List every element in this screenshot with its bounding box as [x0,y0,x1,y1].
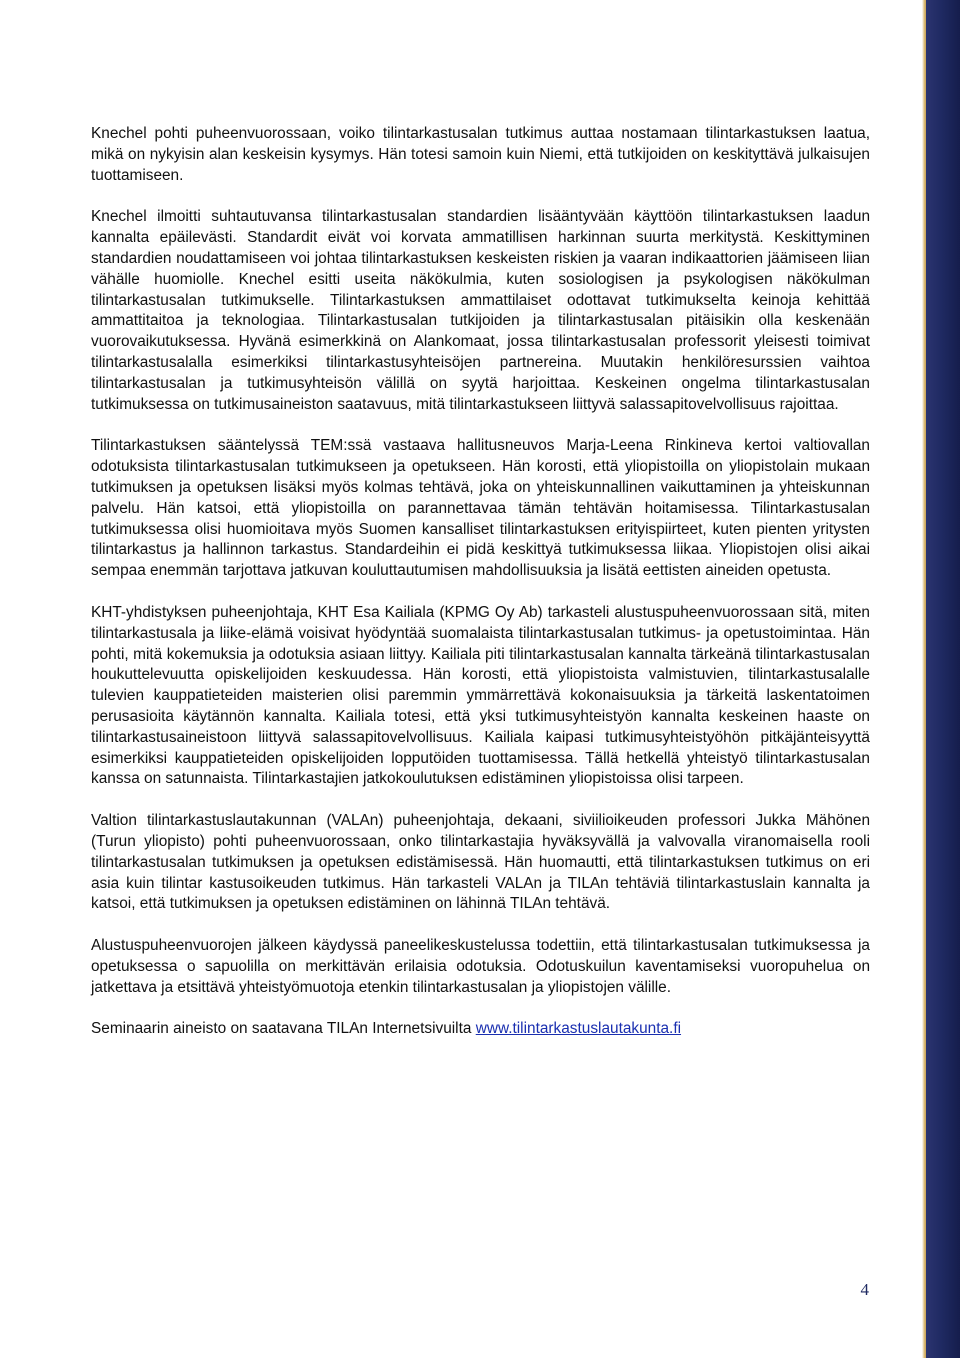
paragraph: Knechel ilmoitti suhtautuvansa tilintarkastusalan standardien lisääntyvään käyttöön tilintarkastuksen laadun kannalta epäilevästi. Standardit eivät voi korvata ammatillisen harkinnan suurta merkitystä. Keskittyminen standardien noudattamiseen voi johtaa tilintarkastuksen keskeisten riskien ja vaaran indikaattorien jäämiseen liian vähälle huomiolle. Knechel esitti useita näkökulmia, kuten sosiologisen ja psykologisen näkökulman tilintarkastusalan tutkimukselle. Tilintarkastuksen ammattilaiset odottavat tutkimukselta keinoja kehittää ammattitaitoa ja teknologiaa. Tilintarkastusalan tutkijoiden ja tilintarkastusalan pitäisikin olla keskenään vuorovaikutuksessa. Hyvänä esimerkkinä on Alankomaat, jossa tilintarkastusalan professorit yleisesti toimivat tilintarkastusalalla esimerkiksi tilintarkastusyhteisöjen partnereina. Muutakin henkilöresurssien vaihtoa tilintarkastusalan ja tutkimusyhteisön välillä on syytä harjoittaa. Keskeinen ongelma tilintarkastusalan tutkimuksessa on tutkimusaineiston saatavuus, mitä tilintarkastukseen liittyvä salassapitovelvollisuus rajoittaa. [91,208,870,413]
closing-text: Seminaarin aineisto on saatavana TILAn Internetsivuilta [91,1020,476,1038]
paragraph: KHT-yhdistyksen puheenjohtaja, KHT Esa Kailiala (KPMG Oy Ab) tarkasteli alustuspuheenvuorossaan sitä, miten tilintarkastusala ja liike-elämä voisivat hyödyntää suomalaista tilintarkastusalan tutkimus- ja opetustoimintaa. Hän pohti, mitä kokemuksia ja odotuksia asiaan liittyy. Kailiala piti tilintarkastusalan kannalta tärkeänä tilintarkastusalan houkuttelevuutta opiskelijoiden keskuudessa. Hän korosti, että yliopistoista valmistuvien, tilintarkastusalalle tulevien kauppatieteiden maisterien olisi paremmin ymmärrettävä kokonaisuuksia ja tärkeitä laskentatoimen perusasioita käytännön kannalta. Kailiala totesi, että yksi tutkimusyhteistyön kannalta keskeinen haaste on tilintarkastusaineistoon liittyvä salassapitovelvollisuus. Kailiala kaipasi tutkimusyhteistyöhön pitkäjänteisyyttä esimerkiksi kauppatieteiden opiskelijoiden lopputöiden tuottamisessa. Tällä hetkellä yhteistyö tilintarkastusalan kanssa on satunnaista. Tilintarkastajien jatkokoulutuksen edistäminen yliopistoissa olisi tarpeen. [91,603,870,788]
body-text [91,124,870,1040]
website-link[interactable]: www.tilintarkastuslautakunta.fi [475,1020,682,1038]
decorative-side-band [926,0,960,1358]
paragraph: Valtion tilintarkastuslautakunnan (VALAn) puheenjohtaja, dekaani, siviilioikeuden professori Jukka Mähönen (Turun yliopisto) pohti puheenvuorossaan, onko tilintarkastajia hyväksyvällä ja valvovalla viranomaisella rooli tilintarkastusalan tutkimuksen ja opetuksen edistämisessä. Hän huomautti, että tilintarkastuksen tutkimus on eri asia kuin tilintar kastusoikeuden tutkimus. Hän tarkasteli VALAn ja TILAn tehtäviä tilintarkastuslain kannalta ja katsoi, että tutkimuksen ja opetuksen edistäminen on lähinnä TILAn tehtävä. [91,812,870,913]
page-number: 4 [860,1280,869,1299]
paragraph: Alustuspuheenvuorojen jälkeen käydyssä paneelikeskustelussa todettiin, että tilintarkastusalan tutkimuksessa ja opetuksessa o sapuolilla on merkittävän erilaisia odotuksia. Odotuskuilun kaventamiseksi vuoropuhelua on jatkettava ja etsittävä yhteistyömuotoja etenkin tilintarkastusalan ja yliopistojen välille. [91,937,870,996]
paragraph: Tilintarkastuksen sääntelyssä TEM:ssä vastaava hallitusneuvos Marja-Leena Rinkineva kertoi valtiovallan odotuksista tilintarkastusalan tutkimukseen ja opetukseen. Hän korosti, että yliopistoilla on yliopistolain mukaan tutkimuksen ja opetuksen lisäksi myös kolmas tehtävä, joka on yhteiskunnallinen vaikuttaminen ja yhteiskunnan palvelu. Hän katsoi, että yliopistoilla on parannettavaa tämän tehtävän hoitamisessa. Tilintarkastusalan tutkimuksessa olisi huomioitava myös Suomen kansalliset tilintarkastuksen erityispiirteet, kuten pienten yritysten tilintarkastus ja hallinnon tarkastus. Standardeihin ei pidä keskittyä tutkimuksessa liikaa. Yliopistojen olisi aikai sempaa enemmän tarjottava jatkuvan kouluttautumisen mahdollisuuksia ja lisätä eettisten aineiden opetusta. [91,437,870,580]
paragraph: Knechel pohti puheenvuorossaan, voiko tilintarkastusalan tutkimus auttaa nostamaan tilintarkastuksen laatua, mikä on nykyisin alan keskeisin kysymys. Hän totesi samoin kuin Niemi, että tutkijoiden on keskityttävä julkaisujen tuottamiseen. [91,125,870,184]
closing-paragraph [91,1019,870,1040]
